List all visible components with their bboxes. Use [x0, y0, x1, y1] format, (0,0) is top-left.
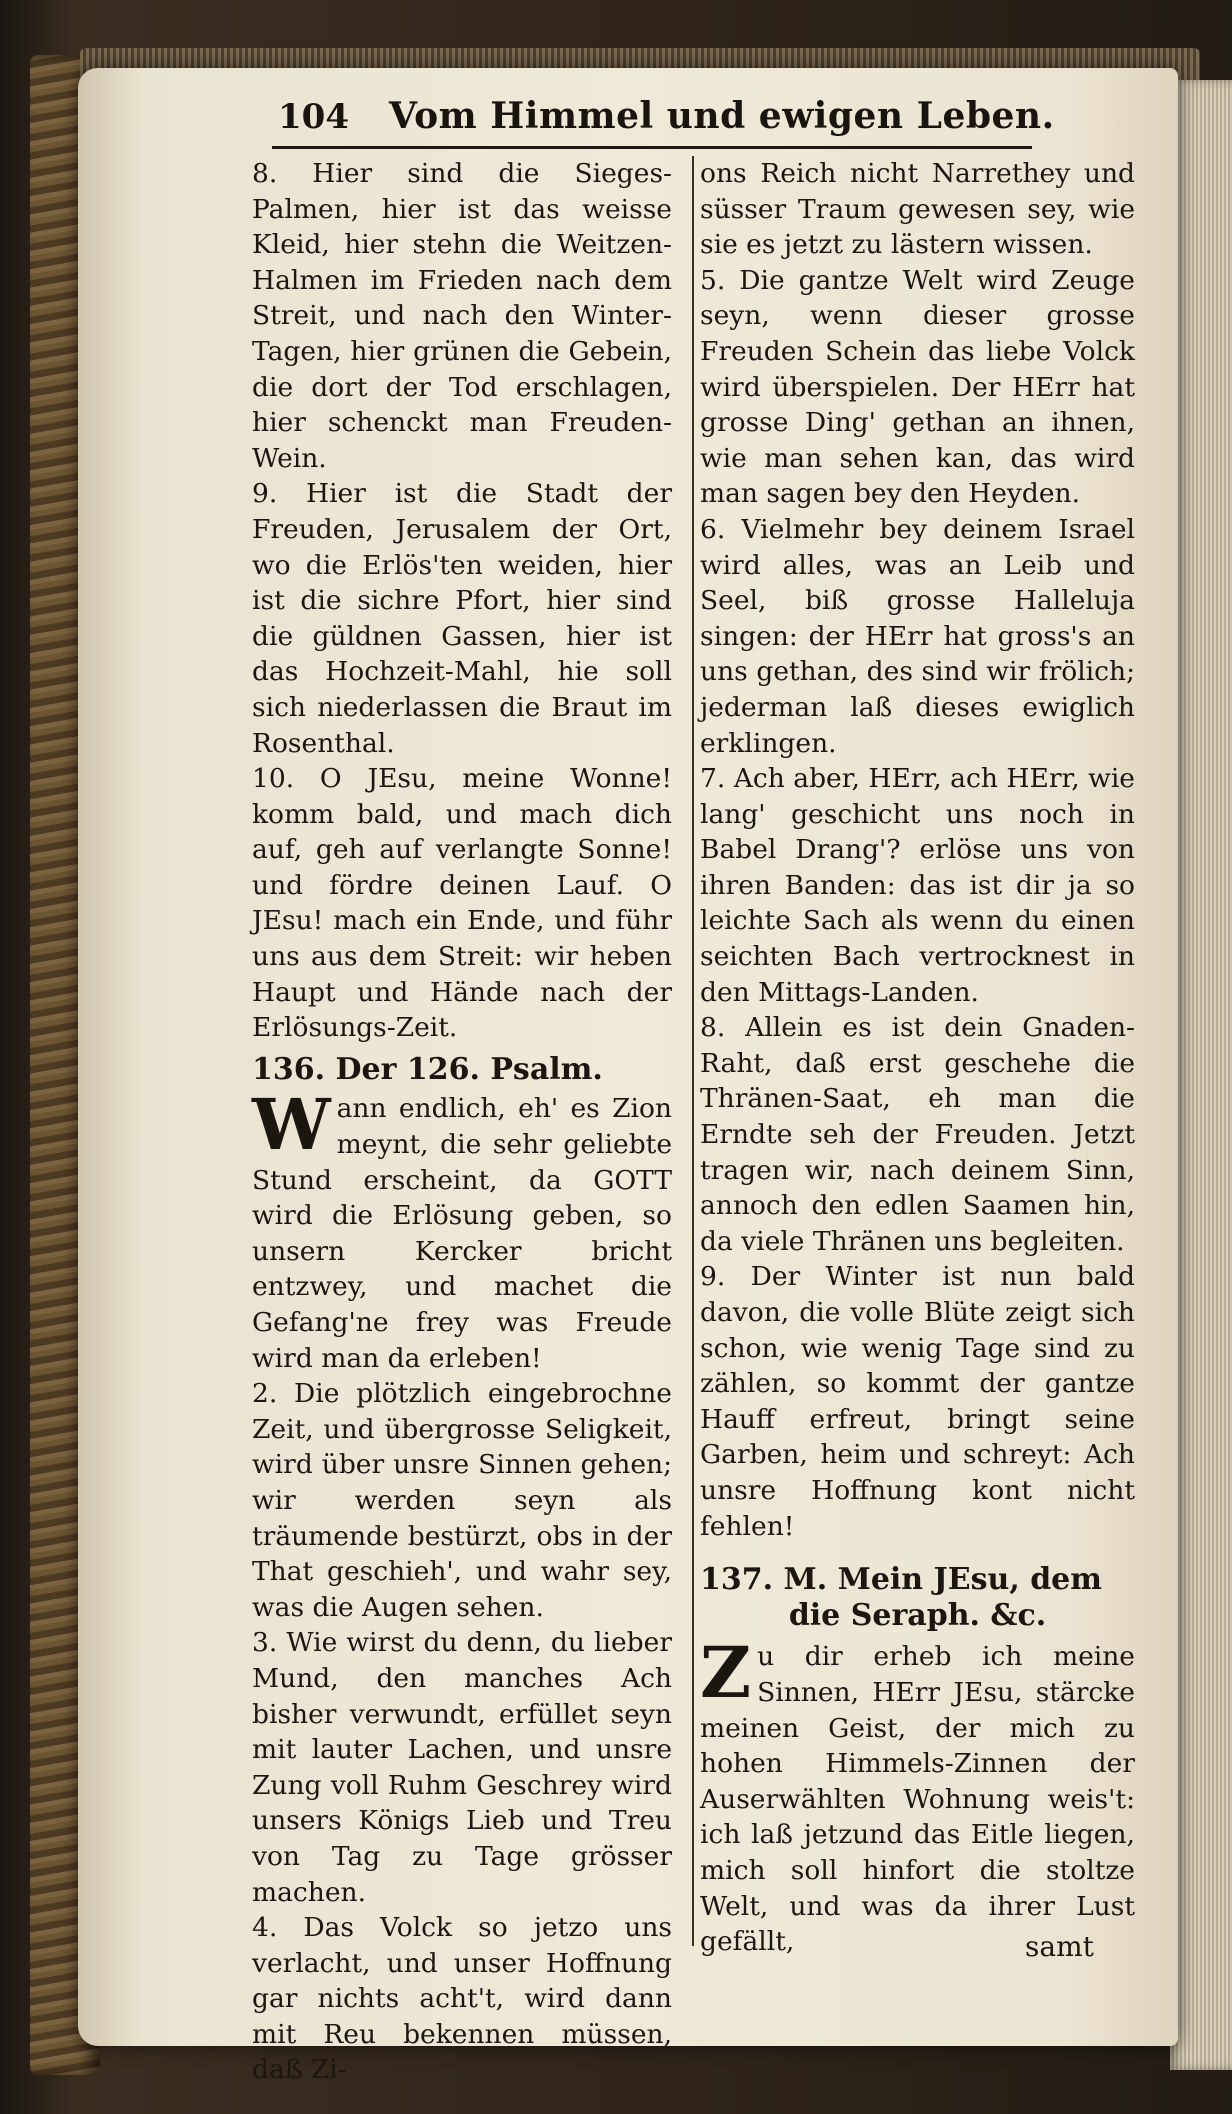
header-rule [272, 146, 1032, 149]
hymn-subheading: die Seraph. &c. [788, 1597, 1047, 1633]
page-number: 104 [278, 97, 349, 137]
verse-4-cont: ons Reich nicht Narrethey und süsser Traum gewesen sey, wie sie es jetzt zu lästern wissen. [700, 158, 1135, 261]
verse-8: 8. Hier sind die Sieges-Palmen, hier ist das weisse Kleid, hier stehn die Weitzen-Halmen im Frieden nach dem Streit, und nach den Winter-Tagen, hier grünen die Gebein, die dort der Tod erschlagen, hier schenckt man Freuden-Wein. [252, 158, 672, 474]
left-column [252, 156, 672, 2088]
drop-cap-w: W [252, 1083, 331, 1167]
catchword: samt [1025, 1930, 1094, 1963]
running-head: Vom Himmel und ewigen Leben. [388, 95, 1055, 137]
column-divider [692, 156, 694, 1946]
psalm-verse-2: 2. Die plötzlich eingebrochne Zeit, und übergrosse Seligkeit, wird über unsre Sinnen gehen; wir werden seyn als träumende bestürzt, obs in der That geschieh', und wahr sey, was die Augen sehen. [252, 1378, 672, 1623]
right-column [700, 156, 1135, 1960]
psalm-verse-1 [252, 1083, 672, 1376]
psalm-heading: 136. Der 126. Psalm. [252, 1051, 603, 1087]
verse-5: 5. Die gantze Welt wird Zeuge seyn, wenn dieser grosse Freuden Schein das liebe Volck wird überspielen. Der HErr hat grosse Ding' gethan an ihnen, wie man sehen kan, das wird man sagen bey den Heyden. [700, 264, 1135, 510]
drop-cap-z: Z [700, 1631, 752, 1715]
verse-10: 10. O JEsu, meine Wonne! komm bald, und mach dich auf, geh auf verlangte Sonne! und fördre deinen Lauf. O JEsu! mach ein Ende, und führ uns aus dem Streit: wir heben Haupt und Hände nach der Erlösungs-Zeit. [252, 763, 672, 1044]
psalm-verse-3: 3. Wie wirst du denn, du lieber Mund, den manches Ach bisher verwundt, erfüllet seyn mit lauter Lachen, und unsre Zung voll Ruhm Geschrey wird unsers Königs Lieb und Treu von Tag zu Tage grösser machen. [252, 1627, 672, 1908]
verse-7: 7. Ach aber, HErr, ach HErr, wie lang' geschicht uns noch in Babel Drang'? erlöse uns von ihren Banden: das ist dir ja so leichte Sach als wenn du einen seichten Bach vertrocknest in den Mittags-Landen. [700, 763, 1135, 1008]
verse-9: 9. Hier ist die Stadt der Freuden, Jerusalem der Ort, wo die Erlös'ten weiden, hier ist die sichre Pfort, hier sind die güldnen Gassen, hier ist das Hochzeit-Mahl, hie soll sich niederlassen die Braut im Rosenthal. [252, 478, 672, 759]
hymn-verse-1-text: u dir erheb ich meine Sinnen, HErr JEsu, stärcke meinen Geist, der mich zu hohen Himmels-Zinnen der Auserwählten Wohnung weis't: ich laß jetzund das Eitle liegen, mich soll hinfort die stoltze Welt, und was da ihrer Lust gefällt, [700, 1641, 1135, 1958]
hymn-heading: 137. M. Mein JEsu, dem [700, 1562, 1103, 1598]
hymn-verse-1 [700, 1631, 1135, 1959]
verse-9-right: 9. Der Winter ist nun bald davon, die volle Blüte zeigt sich schon, wie wenig Tage sind zu zählen, so kommt der gantze Hauff erfreut, bringt seine Garben, heim und schreyt: Ach unsre Hoffnung kont nicht fehlen! [700, 1261, 1135, 1542]
psalm-verse-1-text: ann endlich, eh' es Zion meynt, die sehr geliebte Stund erscheint, da GOTT wird die Erlösung geben, so unsern Kercker bricht entzwey, und machet die Gefang'ne frey was Freude wird man da erleben! [252, 1093, 672, 1374]
verse-6: 6. Vielmehr bey deinem Israel wird alles, was an Leib und Seel, biß grosse Halleluja singen: der HErr hat gross's an uns gethan, des sind wir frölich; jederman laß dieses ewiglich erklingen. [700, 513, 1135, 759]
psalm-verse-4: 4. Das Volck so jetzo uns verlacht, und unser Hoffnung gar nichts acht't, wird dann mit Reu bekennen müssen, daß Zi- [252, 1912, 672, 2086]
verse-8-right: 8. Allein es ist dein Gnaden-Raht, daß erst geschehe die Thränen-Saat, eh man die Erndte seh der Freuden. Jetzt tragen wir, nach deinem Sinn, annoch den edlen Saamen hin, da viele Thränen uns begleiten. [700, 1012, 1135, 1257]
page-stack-right [1170, 80, 1232, 2070]
